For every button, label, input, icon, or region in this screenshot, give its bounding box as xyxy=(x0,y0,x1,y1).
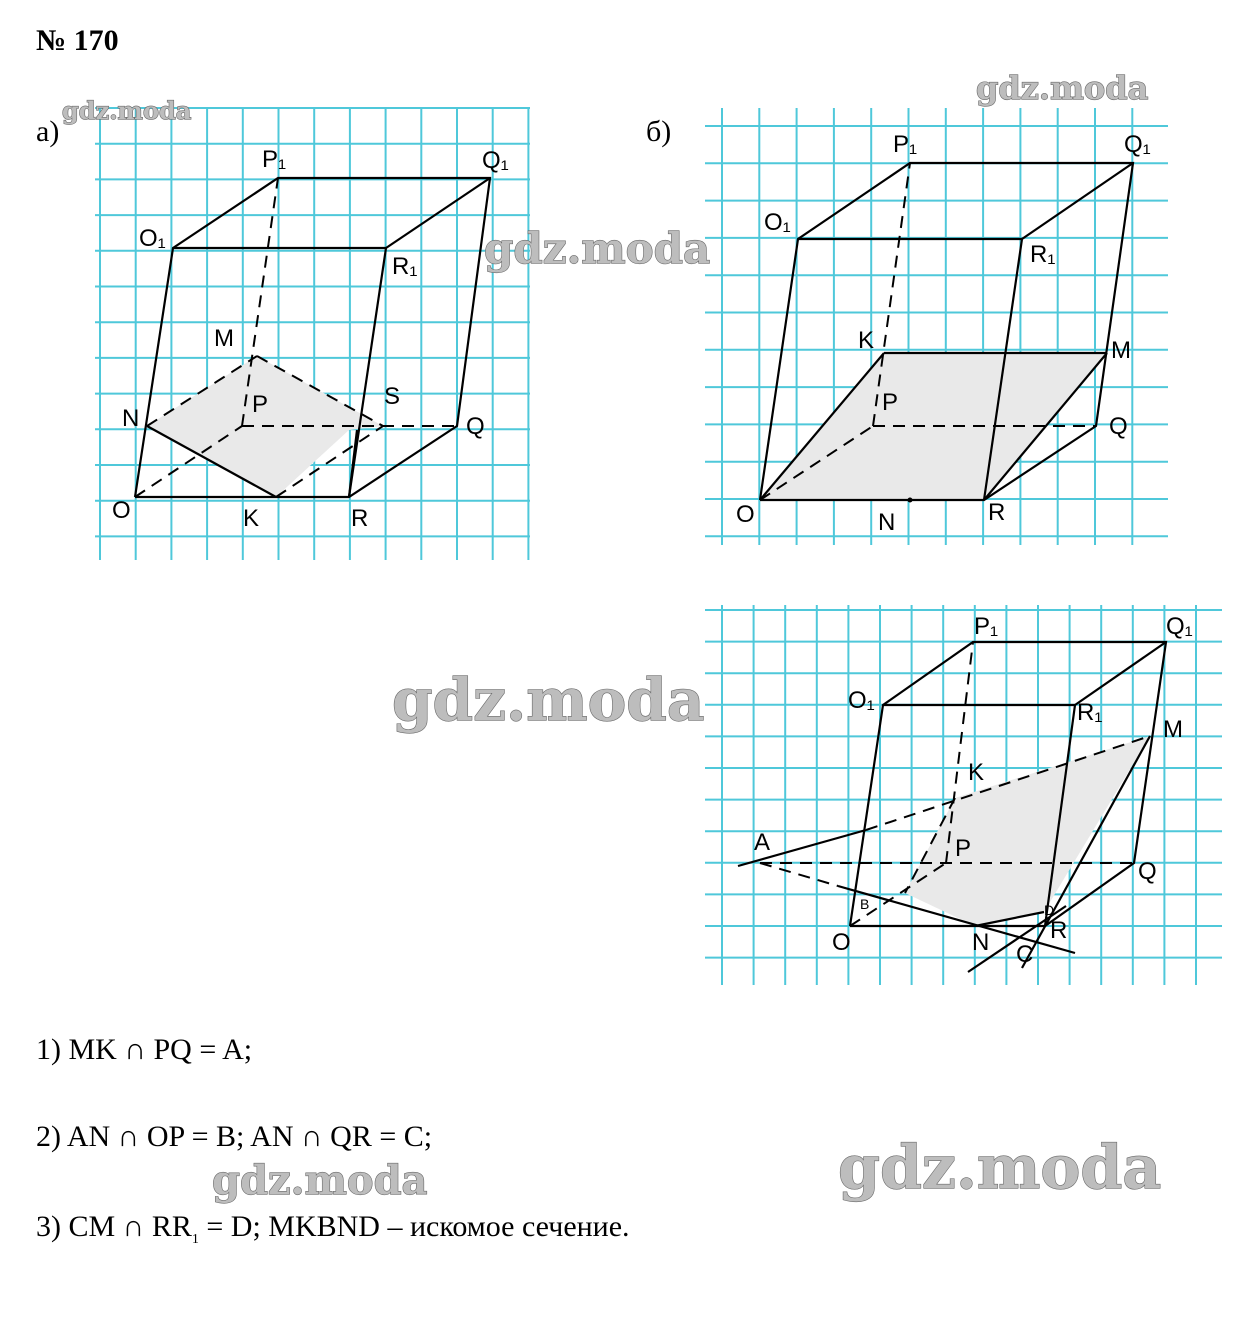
solution-step-3-end: = D; MKBND – искомое сечение. xyxy=(198,1210,630,1243)
watermark-4: gdz.moda xyxy=(392,666,705,734)
label-c-R1: R₁ xyxy=(1077,699,1103,726)
label-b-R: R xyxy=(988,499,1006,526)
label-b-O: O xyxy=(736,501,755,528)
watermark-5: gdz.moda xyxy=(838,1133,1162,1203)
label-a-Q: Q xyxy=(466,413,485,440)
watermark-3: gdz.moda xyxy=(484,224,711,273)
label-c-O1: O₁ xyxy=(848,687,875,714)
label-b-R1: R₁ xyxy=(1030,241,1056,268)
label-a-S: S xyxy=(384,383,401,410)
solution-step-2: 2) AN ∩ OP = B; AN ∩ QR = C; xyxy=(36,1120,433,1153)
label-a-N: N xyxy=(122,405,140,432)
label-c-M: M xyxy=(1163,716,1183,743)
label-c-A: A xyxy=(754,829,771,856)
label-c-O: O xyxy=(832,929,851,956)
solution-step-3 xyxy=(36,1210,630,1248)
label-b-Q: Q xyxy=(1109,413,1128,440)
label-a-K: K xyxy=(243,505,260,532)
label-a-O1: O₁ xyxy=(139,225,166,252)
solution-step-3-start: 3) CM ∩ RR xyxy=(36,1210,192,1243)
label-a-M: M xyxy=(214,325,234,352)
label-c-P: P xyxy=(955,835,972,862)
label-c-N: N xyxy=(972,929,990,956)
label-b-Q1: Q₁ xyxy=(1124,131,1151,158)
label-b-O1: O₁ xyxy=(764,209,791,236)
label-c-K: K xyxy=(968,759,985,786)
label-b-N: N xyxy=(878,509,896,536)
label-a-R: R xyxy=(351,505,369,532)
figure-c xyxy=(738,613,1193,972)
part-b-label: б) xyxy=(646,115,672,148)
label-c-P1: P₁ xyxy=(974,613,999,640)
label-a-P1: P₁ xyxy=(262,146,287,173)
label-b-P1: P₁ xyxy=(893,131,918,158)
hidden-c-AN xyxy=(760,863,838,886)
label-a-Q1: Q₁ xyxy=(482,147,509,174)
problem-number: № 170 xyxy=(36,24,119,57)
label-b-M: M xyxy=(1111,337,1131,364)
figure-b xyxy=(736,131,1151,536)
solution-step-3-subscript: 1 xyxy=(191,1232,199,1247)
part-a-label: а) xyxy=(36,115,60,148)
watermark-2: gdz.moda xyxy=(976,69,1149,107)
label-b-P: P xyxy=(882,389,899,416)
label-c-B: B xyxy=(860,896,870,912)
watermark-6: gdz.moda xyxy=(212,1157,428,1204)
point-b-N xyxy=(908,498,913,503)
label-c-C: C xyxy=(1016,941,1034,968)
solution-step-1: 1) MK ∩ PQ = A; xyxy=(36,1033,253,1066)
watermark-1: gdz.moda xyxy=(62,96,192,125)
edge-a-R1Q1 xyxy=(386,178,490,248)
label-c-Q1: Q₁ xyxy=(1166,613,1193,640)
label-a-P: P xyxy=(252,391,269,418)
label-c-D: D xyxy=(1044,902,1055,918)
label-a-R1: R₁ xyxy=(392,253,418,280)
label-c-R: R xyxy=(1050,917,1068,944)
label-b-K: K xyxy=(858,327,875,354)
label-c-Q: Q xyxy=(1138,858,1157,885)
label-a-O: O xyxy=(112,497,131,524)
